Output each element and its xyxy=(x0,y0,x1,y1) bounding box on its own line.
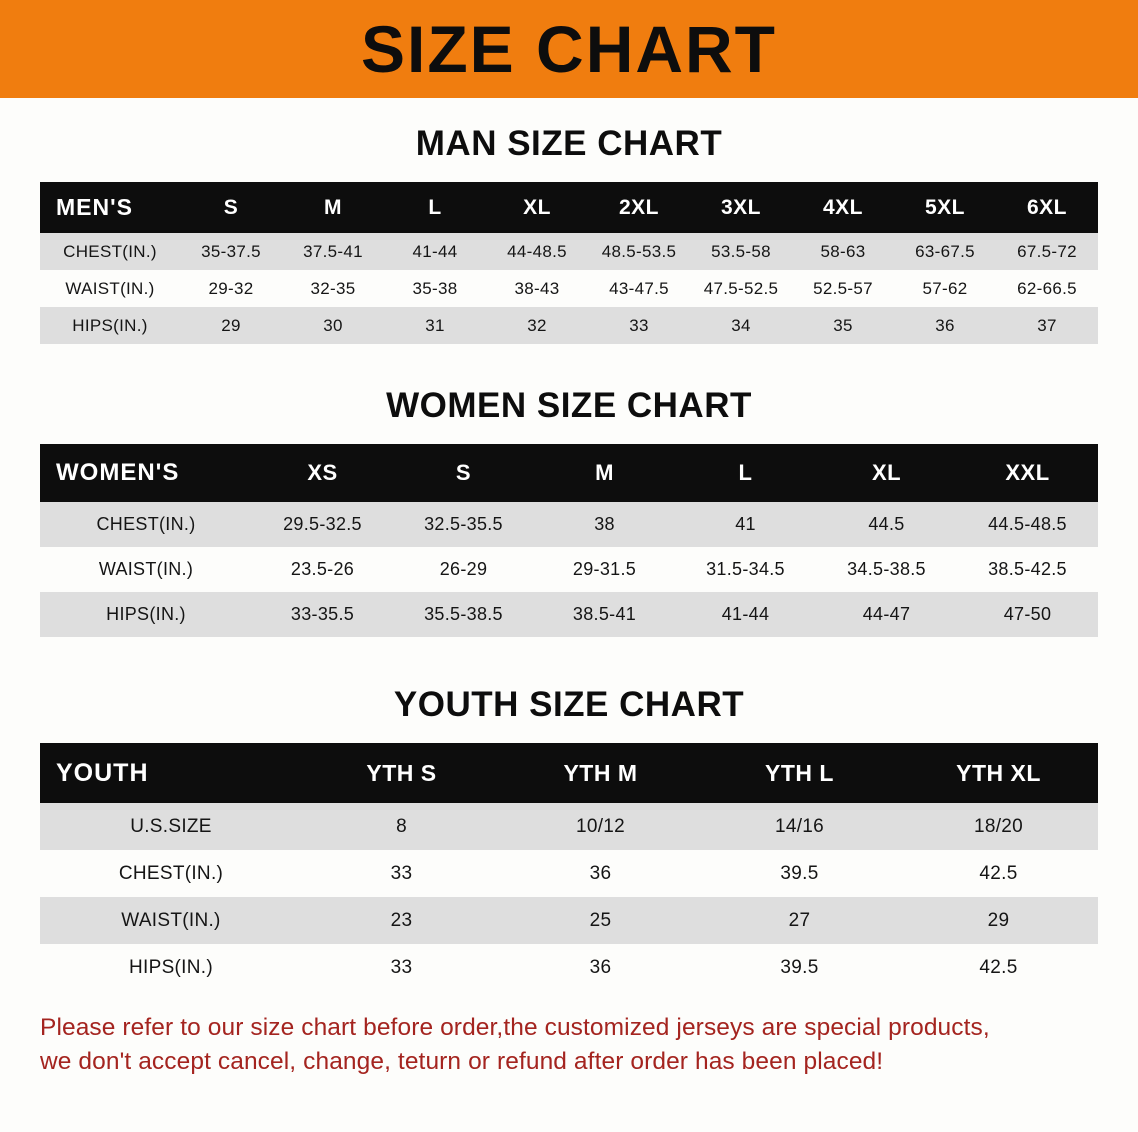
page-title: SIZE CHART xyxy=(361,12,777,86)
table-header-cell: 5XL xyxy=(894,182,996,233)
table-row xyxy=(40,897,1098,944)
table-row xyxy=(40,270,1098,307)
table-cell: 43-47.5 xyxy=(588,270,690,307)
table-cell: 31.5-34.5 xyxy=(675,547,816,592)
table-cell: 29 xyxy=(180,307,282,344)
table-header-cell: M xyxy=(534,444,675,502)
youth-size-table-wrapper xyxy=(40,743,1098,991)
table-cell: 42.5 xyxy=(899,944,1098,991)
row-label: WAIST(IN.) xyxy=(40,547,252,592)
row-label: U.S.SIZE xyxy=(40,803,302,850)
table-cell: 29.5-32.5 xyxy=(252,502,393,547)
row-label: HIPS(IN.) xyxy=(40,592,252,637)
table-cell: 35 xyxy=(792,307,894,344)
table-cell: 42.5 xyxy=(899,850,1098,897)
women-section-title: WOMEN SIZE CHART xyxy=(386,386,752,425)
disclaimer-line-1: Please refer to our size chart before order,the customized jerseys are special products, xyxy=(40,1014,990,1041)
table-cell: 62-66.5 xyxy=(996,270,1098,307)
table-cell: 36 xyxy=(501,850,700,897)
table-header-cell: M xyxy=(282,182,384,233)
table-row xyxy=(40,850,1098,897)
row-label: CHEST(IN.) xyxy=(40,502,252,547)
table-cell: 8 xyxy=(302,803,501,850)
table-cell: 10/12 xyxy=(501,803,700,850)
table-cell: 52.5-57 xyxy=(792,270,894,307)
table-cell: 67.5-72 xyxy=(996,233,1098,270)
table-cell: 32-35 xyxy=(282,270,384,307)
page-banner xyxy=(0,0,1138,98)
row-label: WAIST(IN.) xyxy=(40,897,302,944)
row-label: HIPS(IN.) xyxy=(40,307,180,344)
table-cell: 30 xyxy=(282,307,384,344)
table-header-row xyxy=(40,743,1098,803)
table-cell: 38 xyxy=(534,502,675,547)
table-row xyxy=(40,803,1098,850)
table-cell: 33 xyxy=(302,944,501,991)
table-cell: 38.5-42.5 xyxy=(957,547,1098,592)
table-cell: 39.5 xyxy=(700,850,899,897)
table-cell: 57-62 xyxy=(894,270,996,307)
man-size-table-wrapper xyxy=(40,182,1098,344)
table-cell: 29-31.5 xyxy=(534,547,675,592)
table-cell: 18/20 xyxy=(899,803,1098,850)
table-cell: 58-63 xyxy=(792,233,894,270)
row-label: WAIST(IN.) xyxy=(40,270,180,307)
table-cell: 35-37.5 xyxy=(180,233,282,270)
table-cell: 31 xyxy=(384,307,486,344)
table-row xyxy=(40,233,1098,270)
table-cell: 37.5-41 xyxy=(282,233,384,270)
table-header-cell: YTH S xyxy=(302,743,501,803)
table-header-cell: YTH XL xyxy=(899,743,1098,803)
table-cell: 34 xyxy=(690,307,792,344)
women-size-table xyxy=(40,444,1098,637)
man-size-table xyxy=(40,182,1098,344)
youth-size-table xyxy=(40,743,1098,991)
table-cell: 48.5-53.5 xyxy=(588,233,690,270)
table-header-cell: 4XL xyxy=(792,182,894,233)
table-row xyxy=(40,502,1098,547)
table-cell: 35.5-38.5 xyxy=(393,592,534,637)
table-header-cell: 6XL xyxy=(996,182,1098,233)
row-label: HIPS(IN.) xyxy=(40,944,302,991)
table-cell: 44-47 xyxy=(816,592,957,637)
women-size-table-wrapper xyxy=(40,444,1098,637)
table-cell: 63-67.5 xyxy=(894,233,996,270)
table-row xyxy=(40,592,1098,637)
table-cell: 23.5-26 xyxy=(252,547,393,592)
table-header-cell: S xyxy=(393,444,534,502)
table-cell: 47-50 xyxy=(957,592,1098,637)
table-header-cell: 3XL xyxy=(690,182,792,233)
table-header-row xyxy=(40,444,1098,502)
table-header-cell: L xyxy=(384,182,486,233)
table-cell: 35-38 xyxy=(384,270,486,307)
table-cell: 47.5-52.5 xyxy=(690,270,792,307)
table-header-cell: WOMEN'S xyxy=(40,444,252,502)
table-cell: 53.5-58 xyxy=(690,233,792,270)
table-cell: 14/16 xyxy=(700,803,899,850)
table-cell: 36 xyxy=(894,307,996,344)
youth-section-title: YOUTH SIZE CHART xyxy=(393,685,745,724)
table-cell: 41 xyxy=(675,502,816,547)
table-cell: 23 xyxy=(302,897,501,944)
table-header-cell: MEN'S xyxy=(40,182,180,233)
table-cell: 33-35.5 xyxy=(252,592,393,637)
table-header-cell: XXL xyxy=(957,444,1098,502)
table-cell: 33 xyxy=(588,307,690,344)
table-cell: 38-43 xyxy=(486,270,588,307)
table-header-cell: YOUTH xyxy=(40,743,302,803)
table-cell: 37 xyxy=(996,307,1098,344)
table-cell: 38.5-41 xyxy=(534,592,675,637)
table-cell: 36 xyxy=(501,944,700,991)
table-row xyxy=(40,547,1098,592)
table-cell: 32.5-35.5 xyxy=(393,502,534,547)
table-header-cell: S xyxy=(180,182,282,233)
table-header-cell: XS xyxy=(252,444,393,502)
table-cell: 44.5-48.5 xyxy=(957,502,1098,547)
table-header-cell: L xyxy=(675,444,816,502)
table-header-row xyxy=(40,182,1098,233)
table-cell: 41-44 xyxy=(675,592,816,637)
table-row xyxy=(40,944,1098,991)
row-label: CHEST(IN.) xyxy=(40,850,302,897)
table-header-cell: XL xyxy=(486,182,588,233)
man-section-title: MAN SIZE CHART xyxy=(415,124,723,163)
table-header-cell: XL xyxy=(816,444,957,502)
table-header-cell: 2XL xyxy=(588,182,690,233)
table-cell: 44.5 xyxy=(816,502,957,547)
disclaimer-line-2: we don't accept cancel, change, teturn or refund after order has been placed! xyxy=(40,1047,884,1075)
table-cell: 33 xyxy=(302,850,501,897)
table-row xyxy=(40,307,1098,344)
table-cell: 27 xyxy=(700,897,899,944)
table-header-cell: YTH M xyxy=(501,743,700,803)
table-cell: 41-44 xyxy=(384,233,486,270)
disclaimer-note xyxy=(40,1011,1098,1079)
table-cell: 44-48.5 xyxy=(486,233,588,270)
table-cell: 29-32 xyxy=(180,270,282,307)
table-header-cell: YTH L xyxy=(700,743,899,803)
table-cell: 29 xyxy=(899,897,1098,944)
table-cell: 39.5 xyxy=(700,944,899,991)
table-cell: 25 xyxy=(501,897,700,944)
table-cell: 34.5-38.5 xyxy=(816,547,957,592)
table-cell: 26-29 xyxy=(393,547,534,592)
row-label: CHEST(IN.) xyxy=(40,233,180,270)
table-cell: 32 xyxy=(486,307,588,344)
